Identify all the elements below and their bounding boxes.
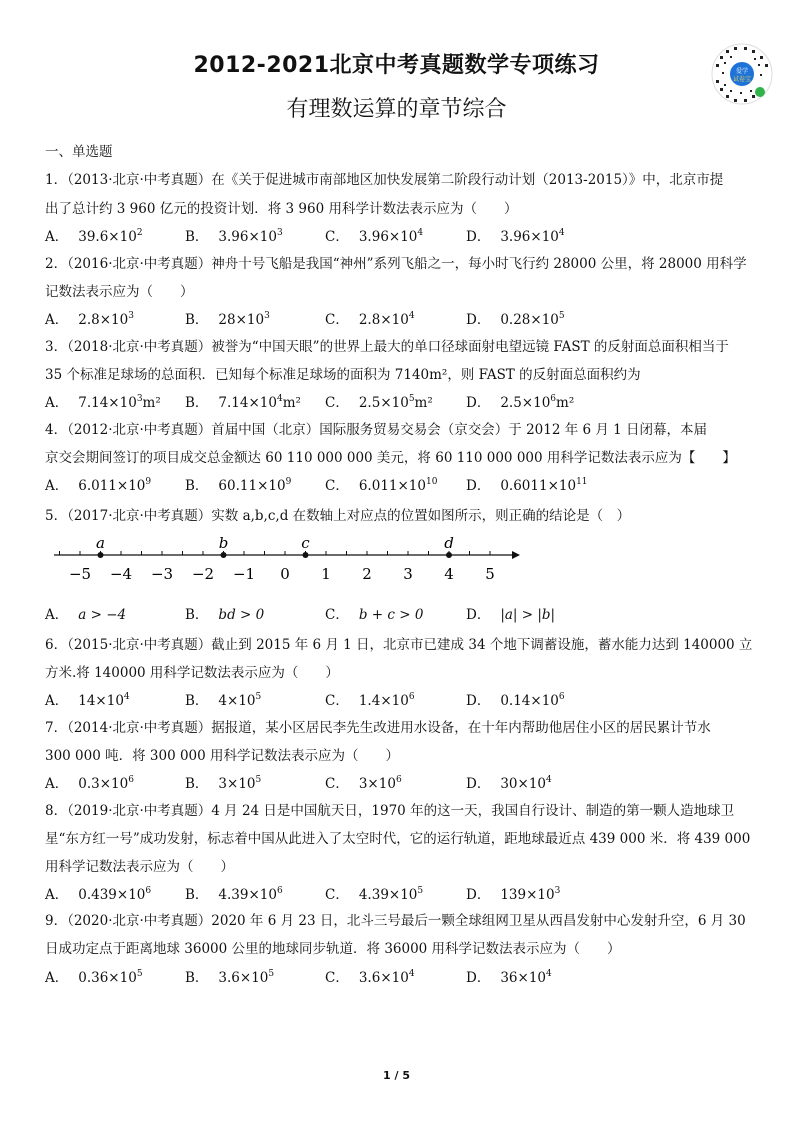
page-subtitle: 有理数运算的章节综合 bbox=[286, 97, 507, 122]
option-a bbox=[45, 883, 151, 903]
option-b bbox=[185, 308, 270, 328]
option-d bbox=[466, 225, 565, 245]
option-label: C． bbox=[325, 607, 349, 623]
number-line-tick-label: −5 bbox=[68, 565, 92, 583]
option-b bbox=[185, 225, 283, 245]
option-label: C． bbox=[325, 693, 349, 709]
section-heading: 一、单选题 bbox=[45, 144, 113, 160]
option-b bbox=[185, 883, 283, 903]
question-9-line-2: 日成功定点于距离地球 36000 公里的地球同步轨道．将 36000 用科学记数法表示应为（ ） bbox=[45, 941, 621, 957]
option-c bbox=[325, 474, 437, 494]
option-exponent: 4 bbox=[546, 969, 552, 979]
option-exponent: 3 bbox=[136, 394, 143, 404]
option-label: A． bbox=[45, 478, 69, 494]
option-d bbox=[466, 474, 588, 494]
option-label: A． bbox=[45, 776, 69, 792]
number-line-tick-label: 4 bbox=[444, 565, 454, 583]
option-label: D． bbox=[466, 776, 491, 792]
option-a bbox=[45, 966, 143, 986]
number-line-tick-label: 1 bbox=[321, 565, 331, 583]
option-label: D． bbox=[466, 478, 491, 494]
qr-label-bottom: 试卷宝 bbox=[732, 76, 752, 83]
option-label: D． bbox=[466, 887, 491, 903]
option-value: 0.28×10 bbox=[500, 312, 559, 328]
option-value: 1.4×10 bbox=[358, 693, 409, 709]
option-label: B． bbox=[185, 395, 209, 411]
option-exponent: 6 bbox=[550, 394, 557, 404]
option-value: 3.6×10 bbox=[218, 970, 269, 986]
option-c bbox=[325, 391, 433, 411]
option-value: 139×10 bbox=[500, 887, 555, 903]
question-5-line-1: 5．（2017·北京·中考真题）实数 a,b,c,d 在数轴上对应点的位置如图所示，则正确的结论是（ ） bbox=[45, 508, 631, 524]
option-exponent: 5 bbox=[417, 886, 424, 896]
option-value: 4.39×10 bbox=[358, 887, 418, 903]
option-d bbox=[466, 391, 574, 411]
option-value: 0.439×10 bbox=[78, 887, 146, 903]
option-label: B． bbox=[185, 478, 209, 494]
question-3-line-2: 35 个标准足球场的总面积．已知每个标准足球场的面积为 7140m²，则 FAST 的反射面总面积约为 bbox=[45, 367, 641, 383]
option-label: B． bbox=[185, 970, 209, 986]
question-1-line-2: 出了总计约 3 960 亿元的投资计划．将 3 960 用科学计数法表示应为（ ） bbox=[45, 201, 518, 217]
question-6-line-2: 方米.将 140000 用科学记数法表示应为（ ） bbox=[45, 665, 339, 681]
option-value: a > −4 bbox=[78, 607, 127, 623]
option-exponent: 10 bbox=[425, 477, 438, 487]
option-value: 30×10 bbox=[500, 776, 546, 792]
question-3-line-1: 3．（2018·北京·中考真题）被誉为“中国天眼”的世界上最大的单口径球面射电望远镜 FAST 的反射面总面积相当于 bbox=[45, 339, 729, 355]
option-exponent: 4 bbox=[408, 311, 415, 321]
option-a bbox=[45, 474, 151, 494]
option-exponent: 4 bbox=[417, 228, 424, 238]
option-d bbox=[466, 689, 565, 709]
option-unit: m² bbox=[142, 395, 161, 411]
option-label: C． bbox=[325, 776, 349, 792]
option-unit: m² bbox=[556, 395, 575, 411]
option-exponent: 2 bbox=[136, 228, 143, 238]
option-exponent: 5 bbox=[408, 394, 415, 404]
option-exponent: 4 bbox=[123, 692, 130, 702]
option-value: 39.6×10 bbox=[78, 229, 137, 245]
option-label: A． bbox=[45, 607, 69, 623]
option-exponent: 5 bbox=[558, 311, 565, 321]
option-value: 2.8×10 bbox=[358, 312, 409, 328]
option-exponent: 9 bbox=[145, 477, 152, 487]
option-label: B． bbox=[185, 887, 209, 903]
number-line-tick-label: 2 bbox=[362, 565, 372, 583]
option-exponent: 5 bbox=[136, 969, 143, 979]
question-1-line-1: 1．（2013·北京·中考真题）在《关于促进城市南部地区加快发展第二阶段行动计划（2013-2015）》中，北京市提 bbox=[45, 172, 724, 188]
option-exponent: 6 bbox=[276, 886, 283, 896]
option-d bbox=[466, 883, 560, 903]
option-value: 60.11×10 bbox=[218, 478, 286, 494]
option-exponent: 6 bbox=[558, 692, 565, 702]
number-line-point-d bbox=[446, 552, 452, 558]
question-7-line-1: 7．（2014·北京·中考真题）据报道，某小区居民李先生改进用水设备，在十年内帮助他居住小区的居民累计节水 bbox=[45, 720, 711, 736]
option-value: b + c > 0 bbox=[358, 607, 424, 623]
option-c bbox=[325, 689, 415, 709]
option-value: 3.96×10 bbox=[218, 229, 277, 245]
option-value: 4×10 bbox=[218, 693, 256, 709]
option-c bbox=[325, 883, 423, 903]
option-exponent: 5 bbox=[268, 969, 275, 979]
option-label: D． bbox=[466, 229, 491, 245]
option-c bbox=[325, 308, 415, 328]
option-label: B． bbox=[185, 229, 209, 245]
option-exponent: 3 bbox=[264, 311, 270, 321]
option-unit: m² bbox=[282, 395, 301, 411]
option-c bbox=[325, 225, 423, 245]
option-value: 0.3×10 bbox=[78, 776, 129, 792]
option-value: 0.36×10 bbox=[78, 970, 137, 986]
arrow-icon bbox=[512, 551, 520, 559]
number-line-point-b bbox=[221, 552, 227, 558]
number-line-tick-label: −3 bbox=[150, 565, 174, 583]
option-b bbox=[185, 772, 261, 792]
option-exponent: 6 bbox=[145, 886, 152, 896]
option-exponent: 11 bbox=[576, 477, 588, 487]
question-8-line-1: 8．（2019·北京·中考真题）4 月 24 日是中国航天日，1970 年的这一天，我国自行设计、制造的第一颗人造地球卫 bbox=[45, 803, 735, 819]
option-value: 36×10 bbox=[500, 970, 546, 986]
option-label: C． bbox=[325, 887, 349, 903]
option-exponent: 3 bbox=[554, 886, 561, 896]
option-value: 0.14×10 bbox=[500, 693, 559, 709]
option-exponent: 9 bbox=[285, 477, 292, 487]
option-exponent: 6 bbox=[128, 775, 134, 785]
option-unit: m² bbox=[414, 395, 433, 411]
number-line-point-a bbox=[98, 552, 104, 558]
option-value: bd > 0 bbox=[218, 607, 265, 623]
question-6-line-1: 6．（2015·北京·中考真题）截止到 2015 年 6 月 1 日，北京市已建成 34 个地下调蓄设施，蓄水能力达到 140000 立 bbox=[45, 637, 753, 653]
option-value: 28×10 bbox=[218, 312, 265, 328]
option-value: 4.39×10 bbox=[218, 887, 277, 903]
question-4-line-2: 京交会期间签订的项目成交总金额达 60 110 000 000 美元，将 60 110 000 000 用科学记数法表示应为【 】 bbox=[45, 450, 736, 466]
number-line-tick-label: 0 bbox=[280, 565, 290, 583]
option-exponent: 4 bbox=[546, 775, 552, 785]
option-value: 14×10 bbox=[78, 693, 124, 709]
option-c bbox=[325, 603, 423, 623]
option-exponent: 3 bbox=[128, 311, 134, 321]
option-c bbox=[325, 966, 415, 986]
option-value: 2.5×10 bbox=[500, 395, 551, 411]
option-value: 7.14×10 bbox=[78, 395, 137, 411]
option-exponent: 3 bbox=[276, 228, 283, 238]
option-value: |a| > |b| bbox=[500, 607, 556, 623]
option-value: 3.96×10 bbox=[500, 229, 559, 245]
option-label: D． bbox=[466, 312, 491, 328]
option-value: 2.8×10 bbox=[78, 312, 129, 328]
option-value: 3.6×10 bbox=[358, 970, 409, 986]
option-a bbox=[45, 689, 130, 709]
option-d bbox=[466, 966, 552, 986]
option-c bbox=[325, 772, 402, 792]
option-label: B． bbox=[185, 776, 209, 792]
option-d bbox=[466, 603, 555, 623]
option-exponent: 4 bbox=[276, 394, 283, 404]
option-exponent: 5 bbox=[255, 775, 262, 785]
option-label: D． bbox=[466, 693, 491, 709]
option-value: 6.011×10 bbox=[358, 478, 426, 494]
option-value: 3×10 bbox=[358, 776, 396, 792]
option-a bbox=[45, 772, 134, 792]
qr-code-logo bbox=[710, 42, 774, 106]
question-4-line-1: 4．（2012·北京·中考真题）首届中国（北京）国际服务贸易交易会（京交会）于 2012 年 6 月 1 日闭幕，本届 bbox=[45, 422, 708, 438]
number-line-point-label: d bbox=[444, 534, 454, 552]
option-value: 0.6011×10 bbox=[500, 478, 577, 494]
option-label: A． bbox=[45, 693, 69, 709]
option-label: B． bbox=[185, 693, 209, 709]
number-line-tick-label: −4 bbox=[109, 565, 133, 583]
option-value: 7.14×10 bbox=[218, 395, 277, 411]
option-label: D． bbox=[466, 607, 491, 623]
option-label: B． bbox=[185, 607, 209, 623]
option-label: D． bbox=[466, 970, 491, 986]
option-exponent: 4 bbox=[408, 969, 415, 979]
option-a bbox=[45, 225, 143, 245]
option-label: C． bbox=[325, 312, 349, 328]
option-b bbox=[185, 689, 261, 709]
number-line-tick-label: −1 bbox=[232, 565, 256, 583]
option-label: C． bbox=[325, 970, 349, 986]
number-line-point-c bbox=[303, 552, 309, 558]
option-value: 6.011×10 bbox=[78, 478, 146, 494]
option-exponent: 6 bbox=[395, 775, 402, 785]
option-label: C． bbox=[325, 395, 349, 411]
question-7-line-2: 300 000 吨．将 300 000 用科学记数法表示应为（ ） bbox=[45, 748, 400, 764]
option-label: A． bbox=[45, 970, 69, 986]
question-8-line-2: 星“东方红一号”成功发射，标志着中国从此进入了太空时代，它的运行轨道，距地球最近点 439 000 米．将 439 000 bbox=[45, 831, 751, 847]
option-exponent: 6 bbox=[408, 692, 415, 702]
option-b bbox=[185, 966, 274, 986]
option-value: 2.5×10 bbox=[358, 395, 409, 411]
question-8-line-3: 用科学记数法表示应为（ ） bbox=[45, 859, 234, 875]
option-b bbox=[185, 603, 264, 623]
option-label: A． bbox=[45, 229, 69, 245]
page-title: 2012-2021北京中考真题数学专项练习 bbox=[193, 53, 600, 78]
number-line-point-label: c bbox=[301, 534, 310, 552]
option-a bbox=[45, 391, 161, 411]
question-2-line-1: 2．（2016·北京·中考真题）神舟十号飞船是我国“神州”系列飞船之一，每小时飞行约 28000 公里，将 28000 用科学 bbox=[45, 256, 747, 272]
question-2-line-2: 记数法表示应为（ ） bbox=[45, 284, 194, 300]
option-label: C． bbox=[325, 478, 349, 494]
qr-label-top: 爱学 bbox=[735, 68, 749, 75]
option-a bbox=[45, 603, 126, 623]
number-line-tick-label: −2 bbox=[191, 565, 215, 583]
option-value: 3.96×10 bbox=[358, 229, 418, 245]
question-9-line-1: 9．（2020·北京·中考真题）2020 年 6 月 23 日，北斗三号最后一颗全球组网卫星从西昌发射中心发射升空，6 月 30 bbox=[45, 913, 746, 929]
option-d bbox=[466, 772, 552, 792]
option-label: A． bbox=[45, 312, 69, 328]
option-value: 3×10 bbox=[218, 776, 256, 792]
option-exponent: 4 bbox=[558, 228, 565, 238]
option-b bbox=[185, 474, 291, 494]
option-d bbox=[466, 308, 565, 328]
number-line-tick-label: 5 bbox=[485, 565, 495, 583]
option-exponent: 5 bbox=[255, 692, 262, 702]
option-label: B． bbox=[185, 312, 209, 328]
option-b bbox=[185, 391, 301, 411]
option-label: D． bbox=[466, 395, 491, 411]
page-number: 1 / 5 bbox=[383, 1069, 410, 1082]
option-a bbox=[45, 308, 134, 328]
option-label: A． bbox=[45, 887, 69, 903]
option-label: C． bbox=[325, 229, 349, 245]
number-line-point-label: b bbox=[218, 534, 229, 552]
option-label: A． bbox=[45, 395, 69, 411]
number-line-figure bbox=[50, 530, 520, 590]
number-line-point-label: a bbox=[96, 534, 105, 552]
number-line-tick-label: 3 bbox=[403, 565, 413, 583]
